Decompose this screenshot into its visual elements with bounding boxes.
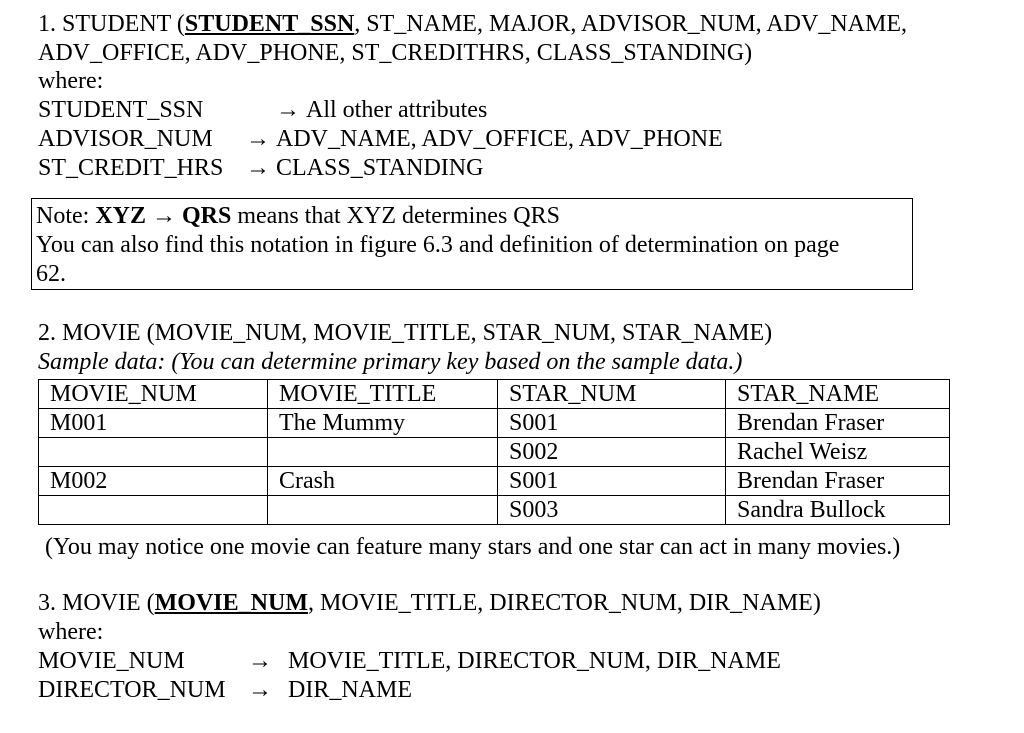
dep-rhs: All other attributes bbox=[306, 97, 488, 123]
cell: M001 bbox=[39, 409, 268, 438]
s1-dep bbox=[38, 125, 723, 154]
s1-prefix: 1. STUDENT ( bbox=[38, 11, 185, 37]
s2-heading: 2. MOVIE (MOVIE_NUM, MOVIE_TITLE, STAR_NUM, STAR_NAME) bbox=[38, 320, 773, 346]
s2-footnote: (You may notice one movie can feature many stars and one star can act in many movies.) bbox=[45, 534, 901, 560]
s1-dep bbox=[38, 96, 487, 125]
note-label: Note: bbox=[36, 203, 96, 229]
table-row bbox=[39, 496, 950, 525]
s3-dep bbox=[38, 647, 781, 676]
cell: S002 bbox=[498, 438, 726, 467]
cell bbox=[39, 438, 268, 467]
s3-prefix: 3. MOVIE ( bbox=[38, 590, 155, 616]
arrow-icon: → bbox=[276, 97, 300, 123]
s1-dep bbox=[38, 154, 483, 183]
dep-rhs: CLASS_STANDING bbox=[276, 155, 484, 181]
header-cell: STAR_NAME bbox=[726, 380, 950, 409]
dep-rhs: MOVIE_TITLE, DIRECTOR_NUM, DIR_NAME bbox=[288, 648, 781, 674]
dep-lhs: ST_CREDIT_HRS bbox=[38, 155, 224, 181]
s1-where: where: bbox=[38, 68, 104, 94]
note-line3: 62. bbox=[36, 261, 66, 287]
header-cell: STAR_NUM bbox=[498, 380, 726, 409]
cell: Crash bbox=[268, 467, 498, 496]
dep-lhs: MOVIE_NUM bbox=[38, 648, 185, 674]
header-cell: MOVIE_TITLE bbox=[268, 380, 498, 409]
cell bbox=[268, 496, 498, 525]
note-box bbox=[31, 198, 913, 290]
s3-heading bbox=[38, 589, 821, 618]
dep-lhs: ADVISOR_NUM bbox=[38, 126, 213, 152]
dep-rhs: ADV_NAME, ADV_OFFICE, ADV_PHONE bbox=[276, 126, 723, 152]
header-cell: MOVIE_NUM bbox=[39, 380, 268, 409]
table-row bbox=[39, 467, 950, 496]
cell: The Mummy bbox=[268, 409, 498, 438]
cell: S001 bbox=[498, 409, 726, 438]
cell: M002 bbox=[39, 467, 268, 496]
cell: Brendan Fraser bbox=[726, 467, 950, 496]
s2-sample-caption: Sample data: (You can determine primary key based on the sample data.) bbox=[38, 349, 743, 375]
s3-where: where: bbox=[38, 619, 104, 645]
note-example: XYZ → QRS bbox=[95, 203, 232, 229]
note-line1 bbox=[36, 202, 560, 231]
arrow-icon: → bbox=[248, 648, 272, 674]
dep-lhs: DIRECTOR_NUM bbox=[38, 677, 226, 703]
cell: S003 bbox=[498, 496, 726, 525]
cell: S001 bbox=[498, 467, 726, 496]
table-header-row bbox=[39, 380, 950, 409]
dep-lhs: STUDENT_SSN bbox=[38, 97, 204, 123]
cell: Brendan Fraser bbox=[726, 409, 950, 438]
movie-sample-table bbox=[38, 379, 950, 525]
arrow-icon: → bbox=[246, 126, 270, 152]
s1-primary-key: STUDENT_SSN bbox=[184, 11, 355, 37]
arrow-icon: → bbox=[248, 677, 272, 703]
table-row bbox=[39, 409, 950, 438]
s3-dep bbox=[38, 676, 412, 705]
s1-rest: , ST_NAME, MAJOR, ADVISOR_NUM, ADV_NAME, bbox=[354, 11, 908, 37]
table-row bbox=[39, 438, 950, 467]
s1-heading bbox=[38, 10, 907, 39]
note-rest: means that XYZ determines QRS bbox=[231, 203, 560, 229]
s3-primary-key: MOVIE_NUM bbox=[154, 590, 308, 616]
note-line2: You can also find this notation in figure 6.3 and definition of determination on page bbox=[36, 232, 840, 258]
s1-line2: ADV_OFFICE, ADV_PHONE, ST_CREDITHRS, CLASS_STANDING) bbox=[38, 40, 753, 66]
dep-rhs: DIR_NAME bbox=[288, 677, 412, 703]
cell: Rachel Weisz bbox=[726, 438, 950, 467]
cell bbox=[268, 438, 498, 467]
s3-rest: , MOVIE_TITLE, DIRECTOR_NUM, DIR_NAME) bbox=[307, 590, 821, 616]
cell bbox=[39, 496, 268, 525]
cell: Sandra Bullock bbox=[726, 496, 950, 525]
arrow-icon: → bbox=[246, 155, 270, 181]
